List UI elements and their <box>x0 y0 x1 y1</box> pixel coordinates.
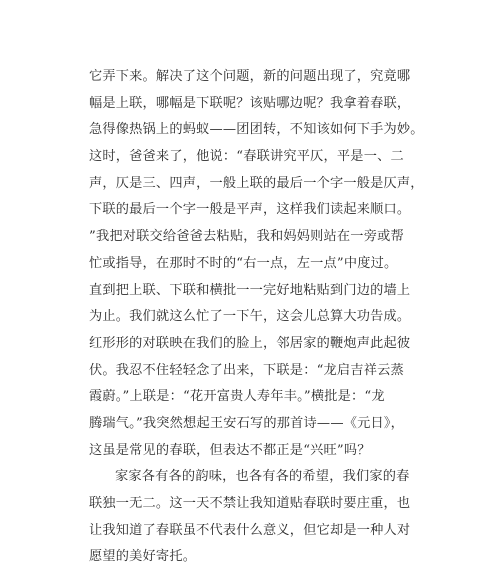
text-line: 这时，爸爸来了，他说：“春联讲究平仄，平是一、二 <box>89 149 404 165</box>
text-line: 霞蔚。”上联是：“花开富贵人寿年丰。”横批是：“龙 <box>89 389 385 405</box>
text-line: ”我把对联交给爸爸去粘贴，我和妈妈则站在一旁或帮 <box>89 229 404 245</box>
text-line: 忙或指导，在那时不时的“右一点，左一点”中度过。 <box>89 255 398 271</box>
text-line: 急得像热锅上的蚂蚁——团团转，不知该如何下手为妙。 <box>89 122 424 138</box>
body-text <box>89 64 424 571</box>
text-line: 伏。我忍不住轻轻念了出来，下联是：“龙启吉祥云蒸 <box>89 362 404 378</box>
paragraph-start-line: 家家各有各的韵味，也各有各的希望，我们家的春 <box>115 469 410 485</box>
text-line: 为止。我们就这么忙了一下午，这会儿总算大功告成。 <box>89 309 411 325</box>
text-line: 直到把上联、下联和横批一一完好地粘贴到门边的墙上 <box>89 282 411 298</box>
text-line: 腾瑞气。”我突然想起王安石写的那首诗——《元日》， <box>89 415 405 431</box>
text-line: 红形形的对联映在我们的脸上，邻居家的鞭炮声此起彼 <box>89 335 411 351</box>
text-line: 下联的最后一个字一般是平声，这样我们读起来顺口。 <box>89 202 411 218</box>
text-line: 声，仄是三、四声，一般上联的最后一个字一般是仄声， <box>89 175 424 191</box>
text-line: 让我知道了春联虽不代表什么意义，但它却是一种人对 <box>89 522 411 538</box>
text-line: 联独一无二。这一天不禁让我知道贴春联时要庄重，也 <box>89 496 411 511</box>
text-line: 它弄下来。解决了这个问题，新的问题出现了，究竟哪 <box>89 69 411 84</box>
text-line: 幅是上联，哪幅是下联呢？该贴哪边呢？我拿着春联， <box>89 95 411 111</box>
text-line: 愿望的美好寄托。 <box>89 549 197 565</box>
text-line: 这虽是常见的春联，但表达不都正是“兴旺”吗？ <box>89 442 371 458</box>
